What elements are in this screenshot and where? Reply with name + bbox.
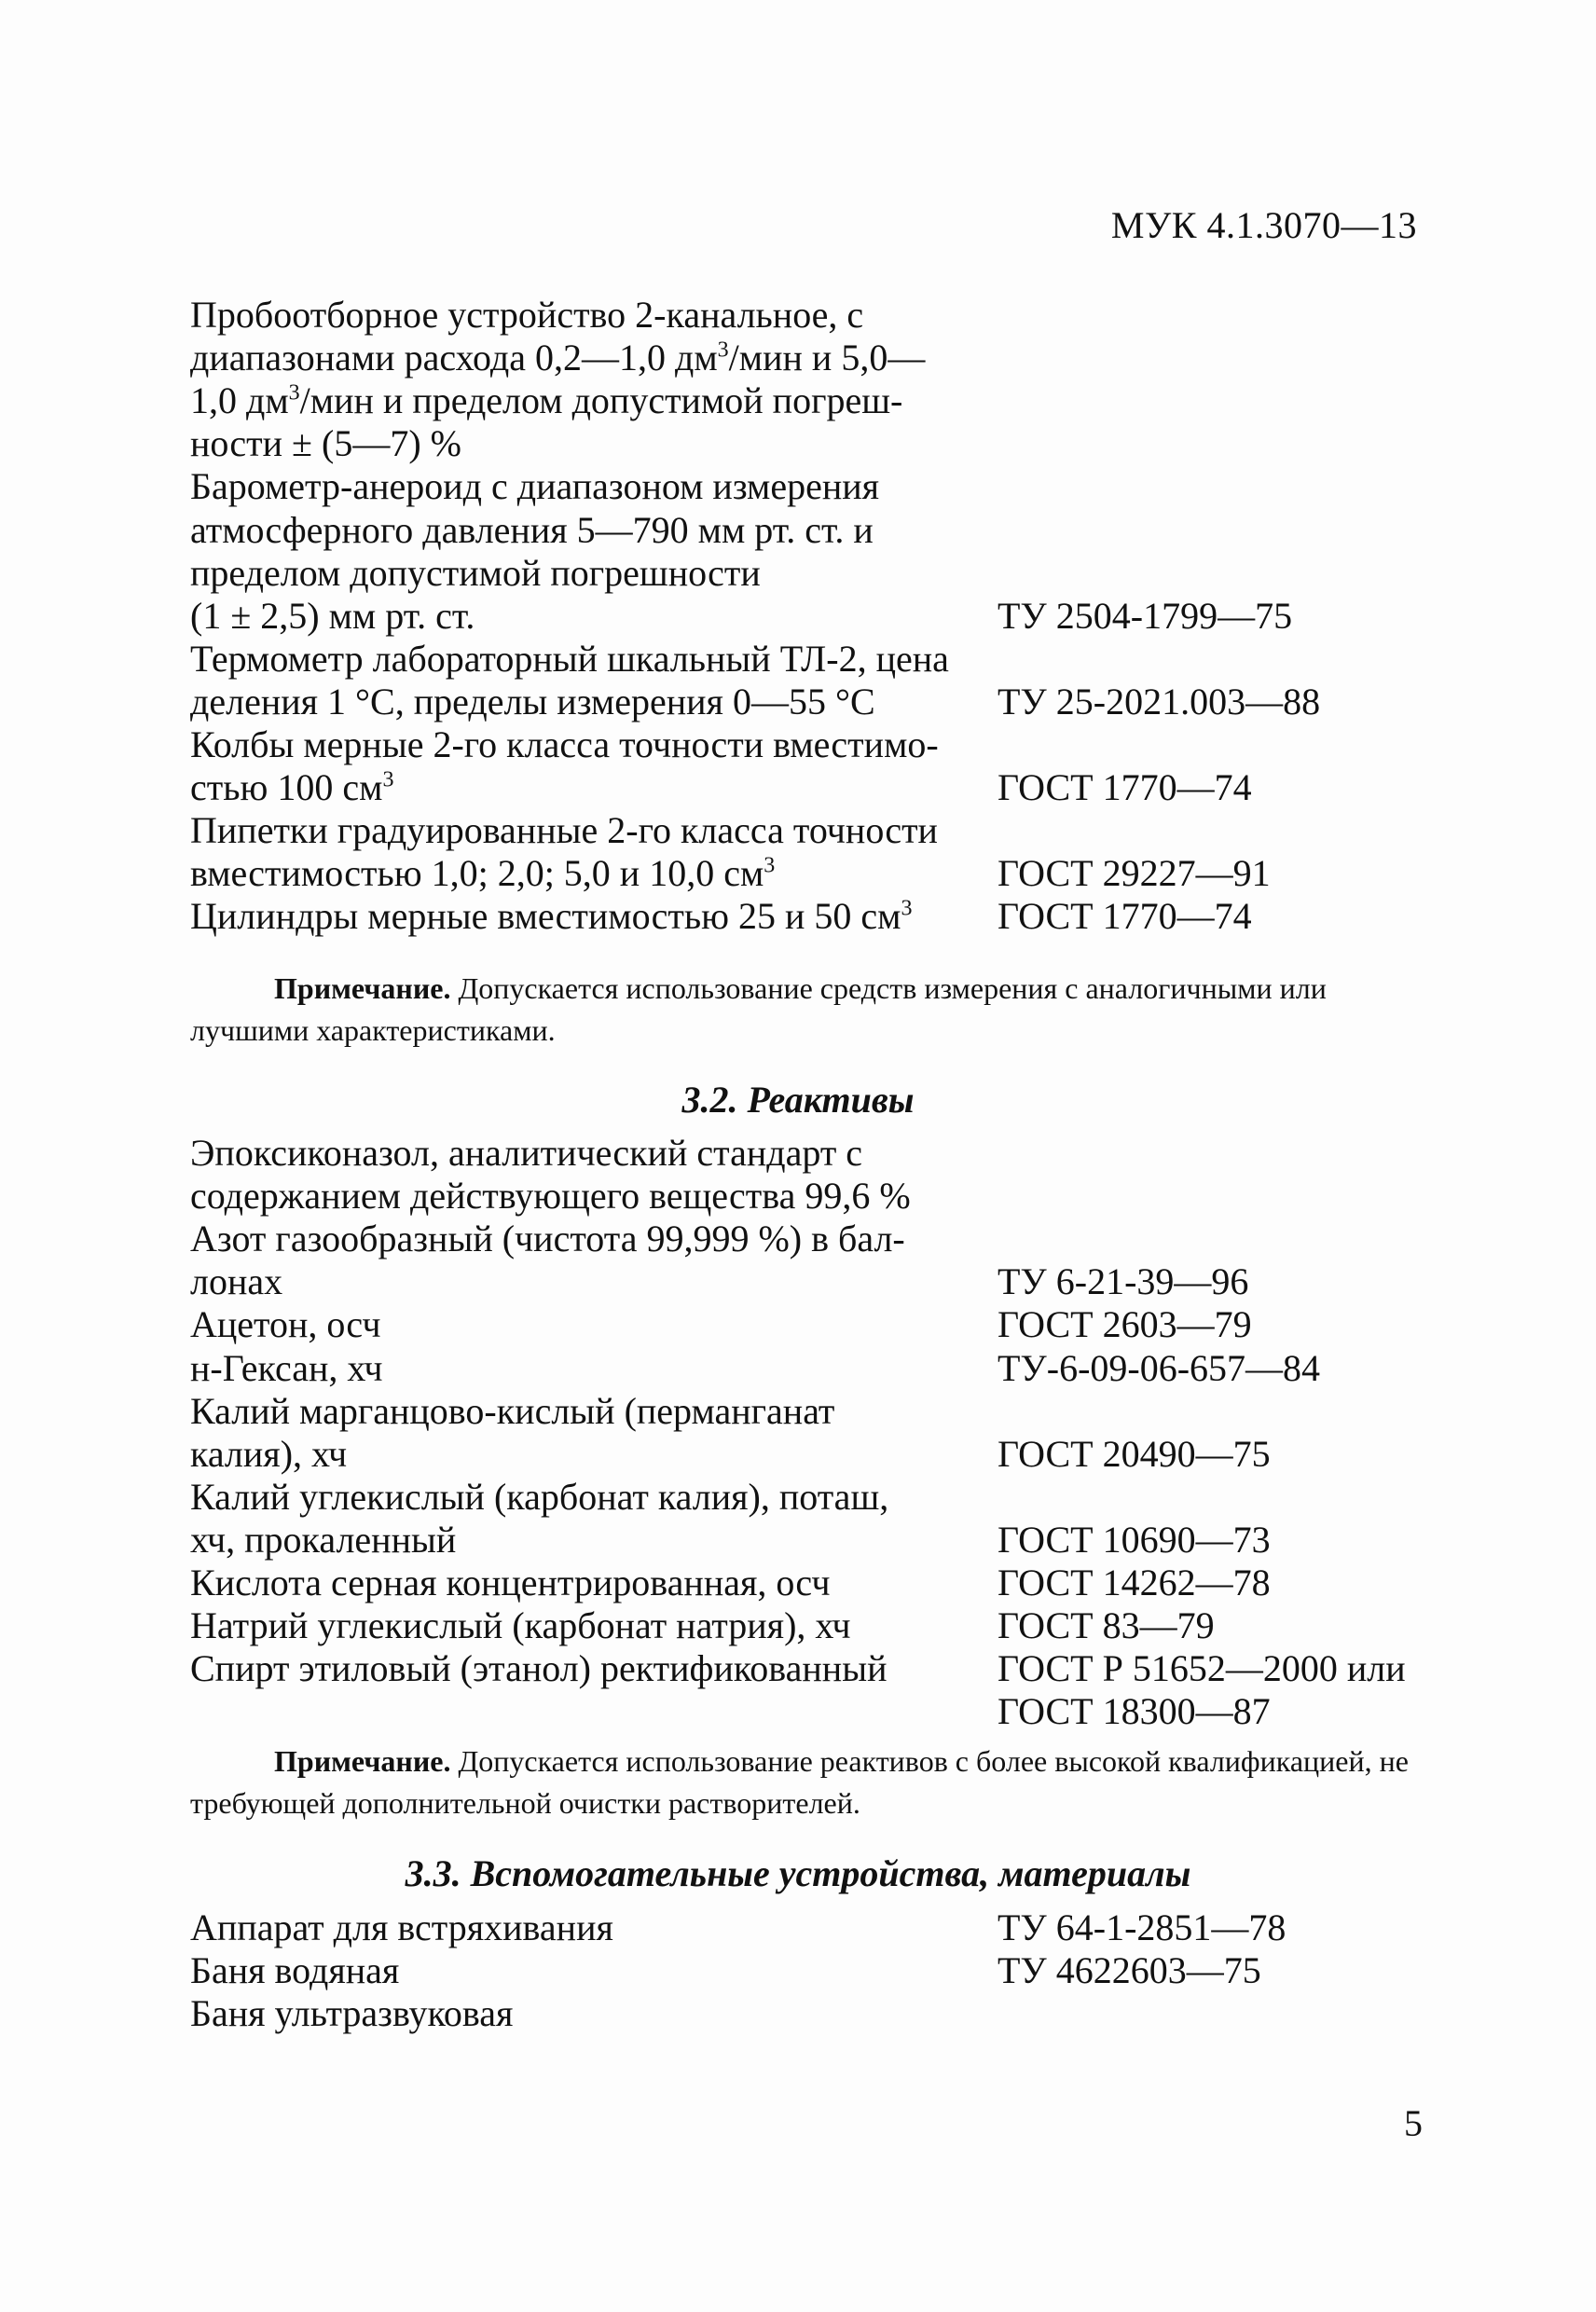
item-description: Натрий углекислый (карбонат натрия), хч	[190, 1604, 851, 1647]
item-standard: ТУ 64-1-2851—78	[998, 1906, 1286, 1948]
list-item	[0, 378, 1596, 424]
list-item	[0, 1560, 1596, 1606]
item-description: Баня водяная	[190, 1949, 400, 1992]
list-item	[0, 335, 1596, 381]
item-description: калия), хч	[190, 1432, 348, 1475]
list-item	[0, 1517, 1596, 1563]
item-description: лонах	[190, 1260, 283, 1303]
item-description: Эпоксиконазол, аналитический стандарт с	[190, 1132, 863, 1174]
item-standard: ГОСТ 18300—87	[998, 1690, 1271, 1733]
item-description: содержанием действующего вещества 99,6 %	[190, 1175, 911, 1218]
list-item	[0, 1474, 1596, 1521]
list-item	[0, 1173, 1596, 1219]
note-text: Допускается использование средств измерения с аналогичными или лучшими характеристиками.	[190, 971, 1327, 1047]
item-description: атмосферного давления 5—790 мм рт. ст. и	[190, 508, 874, 551]
item-description: Калий марганцово-кислый (перманганат	[190, 1389, 835, 1432]
list-item	[0, 1431, 1596, 1478]
list-item	[0, 679, 1596, 725]
item-description: Пипетки градуированные 2-го класса точности	[190, 809, 938, 852]
list-item	[0, 550, 1596, 597]
list-item	[0, 292, 1596, 338]
item-standard: ТУ 25-2021.003—88	[998, 680, 1321, 722]
item-standard: ГОСТ 2603—79	[998, 1303, 1252, 1346]
item-description: Барометр-анероид с диапазоном измерения	[190, 465, 880, 508]
item-standard: ГОСТ 1770—74	[998, 766, 1252, 809]
list-item	[0, 1301, 1596, 1348]
item-description: Баня ультразвуковая	[190, 1992, 514, 2035]
list-item	[0, 1130, 1596, 1177]
list-item	[0, 1216, 1596, 1262]
list-item	[0, 1259, 1596, 1305]
section-heading-reagents: 3.2. Реактивы	[681, 1079, 915, 1121]
item-description: вместимостью 1,0; 2,0; 5,0 и 10,0 $см^3$	[190, 852, 776, 895]
item-description: ности ± (5—7) %	[190, 422, 461, 465]
item-standard: ГОСТ 83—79	[998, 1604, 1215, 1647]
list-item	[0, 807, 1596, 854]
list-item	[0, 420, 1596, 467]
section-heading-auxiliary: 3.3. Вспомогательные устройства, материалы	[405, 1852, 1191, 1894]
list-item	[0, 850, 1596, 897]
document-id: МУК 4.1.3070—13	[1110, 204, 1417, 246]
list-item	[0, 1345, 1596, 1392]
list-item	[0, 764, 1596, 811]
item-description: хч, прокаленный	[190, 1518, 457, 1561]
item-standard: ГОСТ 1770—74	[998, 895, 1252, 938]
list-item	[0, 1645, 1596, 1692]
list-item	[0, 1947, 1596, 1994]
note-text: Допускается использование реактивов с более высокой квалификацией, не требующей дополнительной очистки растворителей.	[190, 1744, 1409, 1820]
item-description: (1 ± 2,5) мм рт. ст.	[190, 594, 475, 637]
item-description: Колбы мерные 2-го класса точности вместимо-	[190, 723, 939, 765]
list-item	[0, 507, 1596, 554]
item-description: диапазонами расхода 0,2—1,0 $дм^3$/мин и 5,0—	[190, 337, 926, 379]
item-description: Цилиндры мерные вместимостью 25 и 50 $см^3$	[190, 895, 913, 938]
item-description: Ацетон, осч	[190, 1303, 381, 1346]
note-label: Примечание.	[274, 971, 451, 1005]
page-number: 5	[1404, 2102, 1423, 2144]
item-description: Азот газообразный (чистота 99,999 %) в бал-	[190, 1218, 905, 1260]
list-item	[0, 636, 1596, 682]
note-reagents	[190, 1741, 1430, 1824]
list-item	[0, 463, 1596, 510]
list-item	[0, 1688, 1596, 1735]
item-description: Термометр лабораторный шкальный ТЛ-2, цена	[190, 637, 949, 680]
item-description: Калий углекислый (карбонат калия), поташ,	[190, 1475, 889, 1518]
list-item	[0, 1905, 1596, 1951]
item-standard: ТУ-6-09-06-657—84	[998, 1346, 1321, 1389]
list-item	[0, 1603, 1596, 1649]
note-instruments	[190, 968, 1430, 1052]
item-standard: ГОСТ 20490—75	[998, 1432, 1271, 1475]
list-item	[0, 1388, 1596, 1435]
item-standard: ТУ 6-21-39—96	[998, 1260, 1249, 1303]
item-description: Спирт этиловый (этанол) ректификованный	[190, 1647, 887, 1690]
list-item	[0, 1990, 1596, 2037]
item-standard: ГОСТ 29227—91	[998, 852, 1271, 895]
list-item	[0, 722, 1596, 768]
item-description: стью 100 $см^3$	[190, 766, 394, 809]
item-description: н-Гексан, хч	[190, 1346, 383, 1389]
item-description: Аппарат для встряхивания	[190, 1906, 613, 1948]
item-standard: ГОСТ Р 51652—2000 или	[998, 1647, 1406, 1690]
item-description: деления 1 °С, пределы измерения 0—55 °С	[190, 680, 875, 722]
item-standard: ГОСТ 10690—73	[998, 1518, 1271, 1561]
item-standard: ТУ 4622603—75	[998, 1949, 1261, 1992]
item-description: Пробоотборное устройство 2-канальное, с	[190, 294, 864, 336]
item-description: 1,0 $дм^3$/мин и пределом допустимой погреш-	[190, 379, 903, 422]
list-item	[0, 893, 1596, 940]
item-standard: ГОСТ 14262—78	[998, 1562, 1271, 1603]
note-label: Примечание.	[274, 1744, 451, 1778]
list-item	[0, 593, 1596, 640]
item-description: Кислота серная концентрированная, осч	[190, 1562, 831, 1603]
item-standard: ТУ 2504-1799—75	[998, 594, 1293, 637]
item-description: пределом допустимой погрешности	[190, 551, 761, 594]
